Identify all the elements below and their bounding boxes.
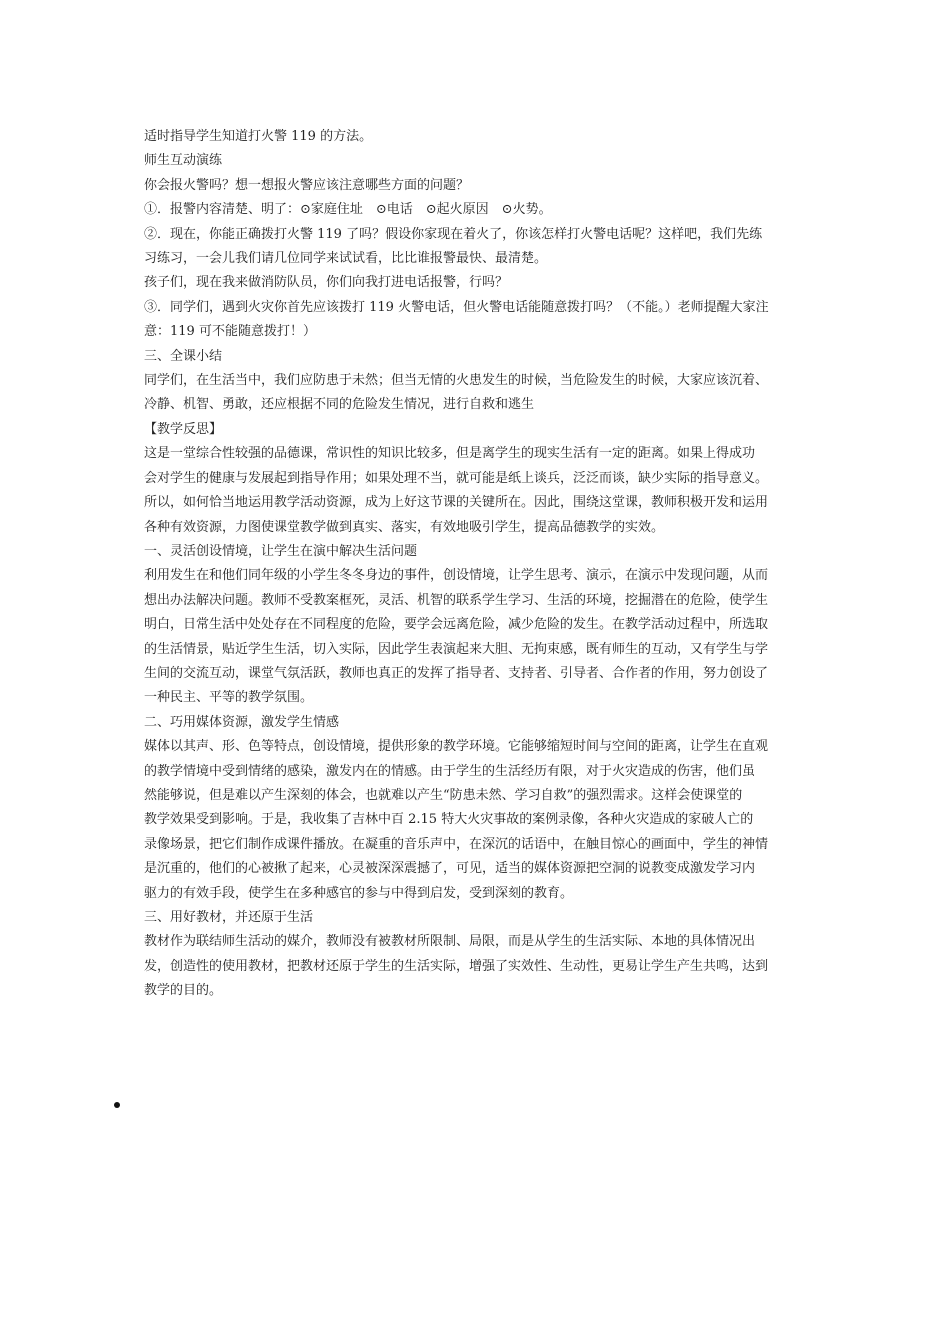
section-heading: 三、全课小结 <box>144 348 223 364</box>
text-line: 孩子们，现在我来做消防队员，你们向我打进电话报警，行吗？ <box>144 275 509 291</box>
text-line: 是沉重的，他们的心被揪了起来，心灵被深深震撼了，可见，适当的媒体资源把空洞的说教变成激发学习内 <box>144 861 756 877</box>
text-line: 利用发生在和他们同年级的小学生冬冬身边的事件，创设情境，让学生思考、演示，在演示中发现问题，从而 <box>144 568 769 584</box>
text-line: 的生活情景，贴近学生生活，切入实际，因此学生表演起来大胆、无拘束感，既有师生的互动，又有学生与学 <box>144 641 769 657</box>
bullet-dot-icon <box>114 1102 120 1108</box>
section-heading: 师生互动演练 <box>144 153 223 169</box>
text-line: ②．现在，你能正确拨打火警 119 了吗？假设你家现在着火了，你该怎样打火警电话呢？这样吧，我们先练 <box>144 226 763 242</box>
section-heading: 【教学反思】 <box>144 421 223 437</box>
text-line: 录像场景，把它们制作成课件播放。在凝重的音乐声中，在深沉的话语中，在触目惊心的画面中，学生的神情 <box>144 836 769 852</box>
section-heading: 二、巧用媒体资源，激发学生情感 <box>144 714 340 730</box>
text-line: 想出办法解决问题。教师不受教案框死，灵活、机智的联系学生学习、生活的环境，挖掘潜在的危险，使学生 <box>144 592 769 608</box>
text-line: 适时指导学生知道打火警 119 的方法。 <box>144 129 373 144</box>
text-line: 你会报火警吗？想一想报火警应该注意哪些方面的问题？ <box>144 177 470 193</box>
text-line: 媒体以其声、形、色等特点，创设情境，提供形象的教学环境。它能够缩短时间与空间的距离，让学生在直观 <box>144 739 769 755</box>
text-line: 的教学情境中受到情绪的感染，激发内在的情感。由于学生的生活经历有限，对于火灾造成的伤害，他们虽 <box>144 763 756 779</box>
text-line: 习练习，一会儿我们请几位同学来试试看，比比谁报警最快、最清楚。 <box>144 251 548 267</box>
text-line: 意：119 可不能随意拨打！） <box>144 324 316 340</box>
text-line: 一种民主、平等的教学氛围。 <box>144 690 314 706</box>
text-line: 所以，如何恰当地运用教学活动资源，成为上好这节课的关键所在。因此，围绕这堂课，教师积极开发和运用 <box>144 495 769 511</box>
text-line: 同学们，在生活当中，我们应防患于未然；但当无情的火患发生的时候，当危险发生的时候，大家应该沉着、 <box>144 373 769 389</box>
text-line: 生间的交流互动，课堂气氛活跃，教师也真正的发挥了指导者、支持者、引导者、合作者的作用，努力创设了 <box>144 665 769 681</box>
text-line: ③．同学们，遇到火灾你首先应该拨打 119 火警电话，但火警电话能随意拨打吗？（不能。）老师提醒大家注 <box>144 299 769 315</box>
section-heading: 三、用好教材，并还原于生活 <box>144 910 314 925</box>
text-line: 冷静、机智、勇敢，还应根据不同的危险发生情况，进行自救和逃生 <box>144 397 535 413</box>
text-line: 会对学生的健康与发展起到指导作用；如果处理不当，就可能是纸上谈兵，泛泛而谈，缺少实际的指导意义。 <box>144 470 769 486</box>
section-heading: 一、灵活创设情境，让学生在演中解决生活问题 <box>144 543 418 559</box>
text-line: 教材作为联结师生活动的媒介，教师没有被教材所限制、局限，而是从学生的生活实际、本地的具体情况出 <box>144 934 756 950</box>
text-line: 教学的目的。 <box>144 983 223 999</box>
document-body <box>144 125 809 1004</box>
text-line: 各种有效资源，力图使课堂教学做到真实、落实，有效地吸引学生，提高品德教学的实效。 <box>144 519 665 535</box>
text-line: ①．报警内容清楚、明了：⊙家庭住址 ⊙电话 ⊙起火原因 ⊙火势。 <box>144 202 552 218</box>
text-line: 这是一堂综合性较强的品德课，常识性的知识比较多，但是离学生的现实生活有一定的距离。如果上得成功 <box>144 446 756 462</box>
text-line: 然能够说，但是难以产生深刻的体会，也就难以产生“防患未然、学习自救”的强烈需求。这样会使课堂的 <box>144 787 743 803</box>
text-line: 驱力的有效手段，使学生在多种感官的参与中得到启发，受到深刻的教育。 <box>144 885 574 901</box>
text-line: 发，创造性的使用教材，把教材还原于学生的生活实际，增强了实效性、生动性，更易让学生产生共鸣，达到 <box>144 958 769 974</box>
text-line: 教学效果受到影响。于是，我收集了吉林中百 2.15 特大火灾事故的案例录像，各种火灾造成的家破人亡的 <box>144 812 754 828</box>
text-line: 明白，日常生活中处处存在不同程度的危险，要学会远离危险，减少危险的发生。在教学活动过程中，所选取 <box>144 617 769 633</box>
